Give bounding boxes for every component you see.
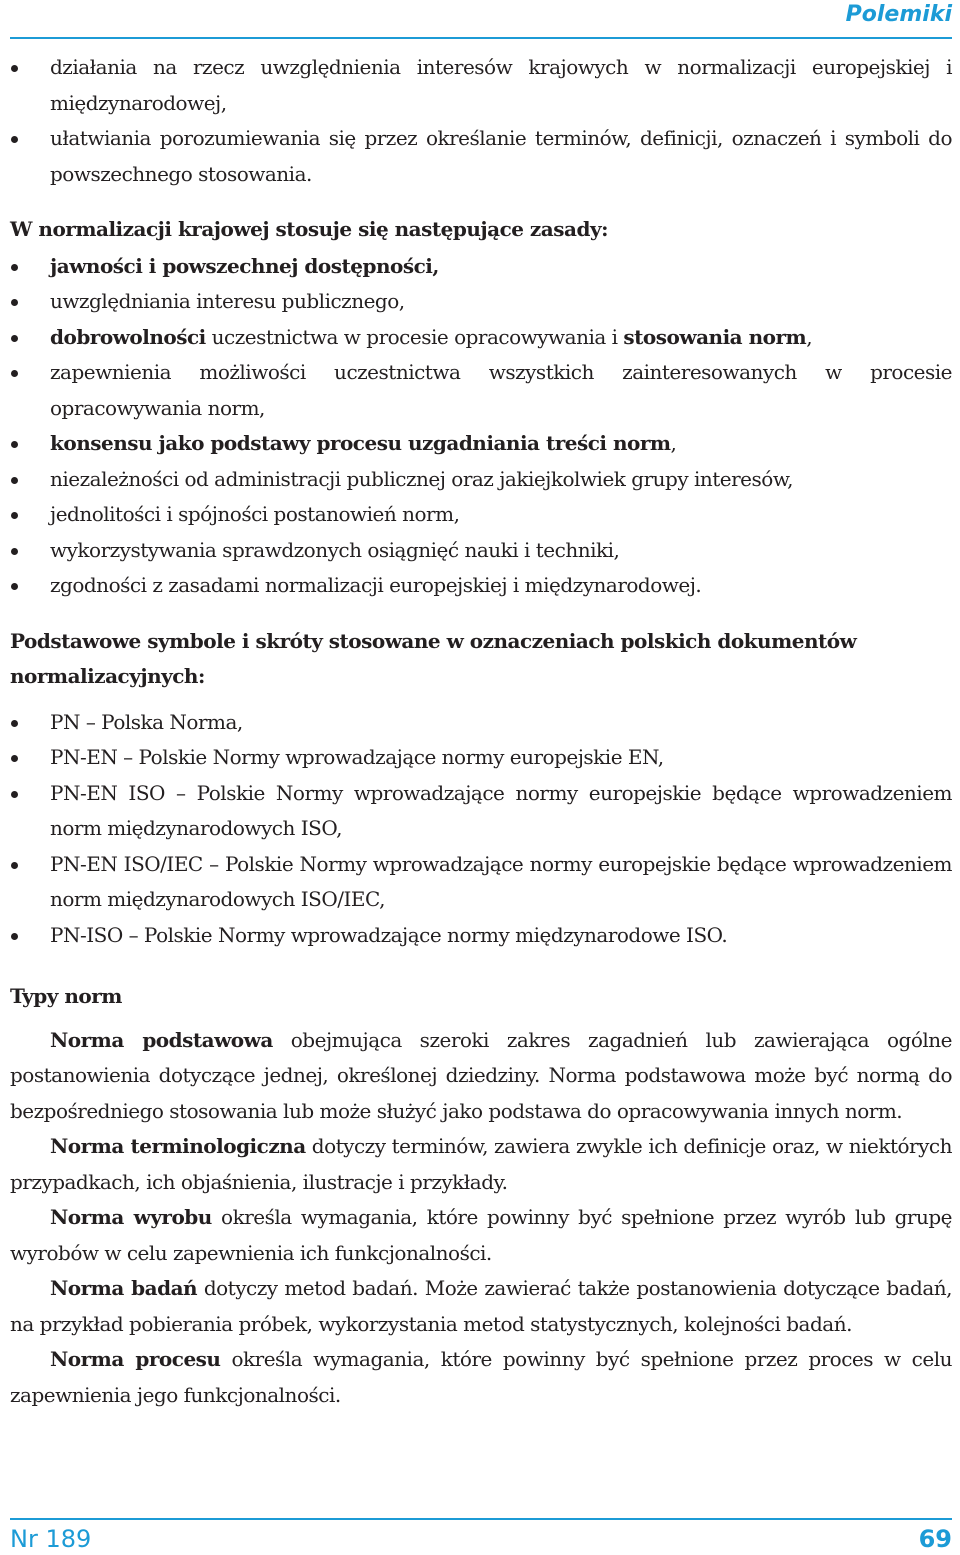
list-item: PN-EN ISO/IEC – Polskie Normy wprowadzające normy europejskie będące wprowadzeniem norm międzynarodowych ISO/IEC,	[10, 847, 952, 918]
paragraph-text: określa wymagania, które powinny być spełnione przez wyrób lub grupę wyrobów w celu zapewnienia ich funkcjonalności.	[10, 1205, 952, 1265]
types-heading: Typy norm	[10, 984, 122, 1008]
paragraph	[10, 1200, 952, 1271]
issue-number: Nr 189	[10, 1525, 92, 1553]
symbols-heading: Podstawowe symbole i skróty stosowane w oznaczeniach polskich dokumentów normalizacyjnych:	[10, 628, 857, 688]
bold-term: stosowania norm	[623, 324, 807, 349]
principles-list	[10, 249, 952, 604]
page-footer	[0, 1510, 960, 1555]
page-content	[10, 50, 952, 1413]
page-number: 69	[918, 1525, 952, 1553]
item-text: uczestnictwa w procesie opracowywania i	[205, 324, 624, 349]
paragraph	[10, 1271, 952, 1342]
symbols-list	[10, 705, 952, 954]
page-header	[0, 0, 960, 40]
list-item: zgodności z zasadami normalizacji europejskiej i międzynarodowej.	[10, 568, 952, 604]
list-item: niezależności od administracji publicznej oraz jakiejkolwiek grupy interesów,	[10, 462, 952, 498]
bold-term: dobrowolności	[50, 324, 206, 349]
list-item: uwzględniania interesu publicznego,	[10, 284, 952, 320]
list-item	[10, 320, 952, 356]
item-text: ,	[806, 324, 813, 349]
section-label: Polemiki	[845, 2, 952, 27]
bold-term: konsensu jako podstawy procesu uzgadniania treści norm	[50, 431, 671, 455]
paragraph-text: obejmująca szeroki zakres zagadnień lub zawierająca ogólne postanowienia dotyczące jednej, określonej dziedziny. Norma podstawowa może być normą do bezpośredniego stosowania lub może służyć jako podstawa do opracowywania innych norm.	[10, 1027, 952, 1123]
paragraph-text: dotyczy terminów, zawiera zwykle ich definicje oraz, w niektórych przypadkach, ich objaśnienia, ilustracje i przykłady.	[10, 1134, 952, 1194]
continued-list	[10, 50, 952, 192]
list-item: jawności i powszechnej dostępności,	[10, 249, 952, 285]
list-item: ułatwiania porozumiewania się przez określanie terminów, definicji, oznaczeń i symboli do powszechnego stosowania.	[10, 121, 952, 192]
bold-term: Norma terminologiczna	[50, 1134, 306, 1158]
paragraph	[10, 1129, 952, 1200]
list-item: wykorzystywania sprawdzonych osiągnięć nauki i techniki,	[10, 533, 952, 569]
list-item: działania na rzecz uwzględnienia interesów krajowych w normalizacji europejskiej i międzynarodowej,	[10, 50, 952, 121]
list-item: jednolitości i spójności postanowień norm,	[10, 497, 952, 533]
paragraph-text: określa wymagania, które powinny być spełnione przez proces w celu zapewnienia jego funkcjonalności.	[10, 1347, 952, 1407]
paragraph	[10, 1342, 952, 1413]
bold-term: Norma procesu	[50, 1347, 221, 1371]
header-rule	[10, 37, 952, 39]
list-item: PN – Polska Norma,	[10, 705, 952, 741]
list-item: PN-EN ISO – Polskie Normy wprowadzające normy europejskie będące wprowadzeniem norm międzynarodowych ISO,	[10, 776, 952, 847]
list-item: PN-ISO – Polskie Normy wprowadzające normy międzynarodowe ISO.	[10, 918, 952, 954]
bold-term: Norma wyrobu	[50, 1205, 212, 1229]
bold-term: Norma badań	[50, 1276, 198, 1300]
list-item: PN-EN – Polskie Normy wprowadzające normy europejskie EN,	[10, 740, 952, 776]
list-item	[10, 426, 952, 462]
bold-term: Norma podstawowa	[50, 1027, 273, 1052]
paragraph	[10, 1023, 952, 1130]
footer-rule	[10, 1518, 952, 1520]
list-item: zapewnienia możliwości uczestnictwa wszystkich zainteresowanych w procesie opracowywania norm,	[10, 355, 952, 426]
paragraph-text: dotyczy metod badań. Może zawierać także postanowienia dotyczące badań, na przykład pobierania próbek, wykorzystania metod statystycznych, kolejności badań.	[10, 1276, 952, 1336]
item-text: ,	[670, 431, 677, 455]
principles-heading: W normalizacji krajowej stosuje się następujące zasady:	[10, 217, 608, 241]
